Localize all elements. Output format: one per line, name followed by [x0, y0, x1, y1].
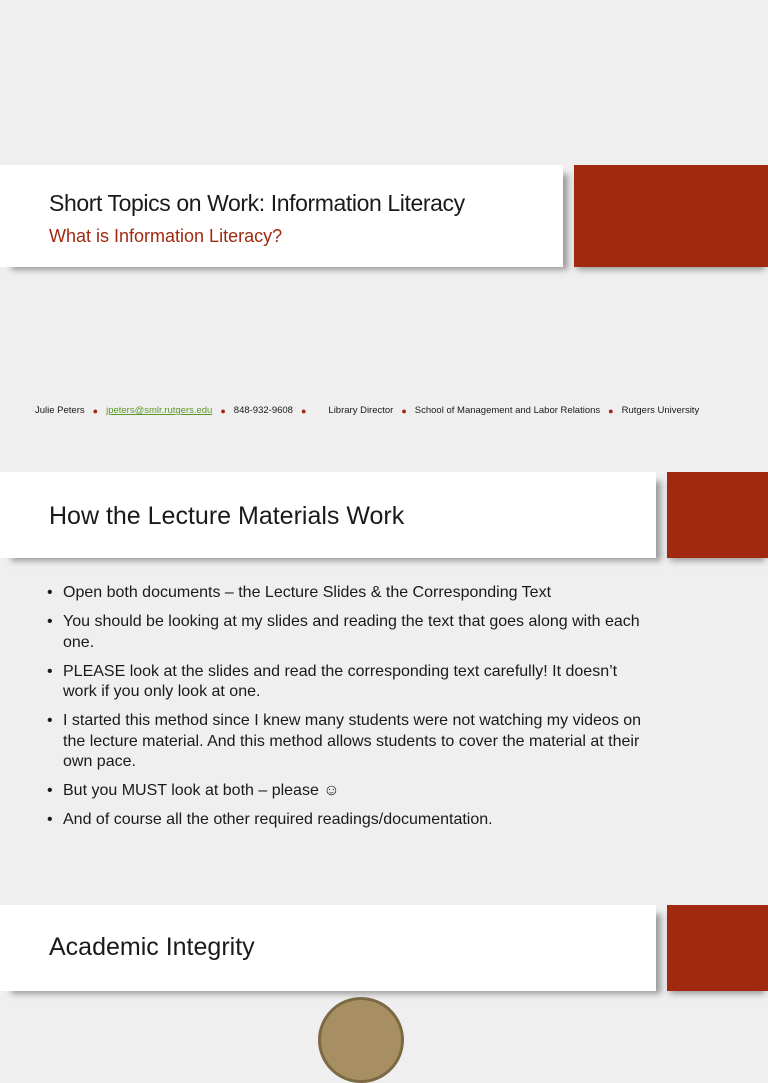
bullet-separator-icon: ● [92, 405, 99, 416]
phone-number: 848-932-9608 [233, 405, 293, 416]
bullet-separator-icon: ● [608, 405, 614, 416]
list-item: • But you MUST look at both – please ☺ [47, 781, 647, 802]
title-accent-block [574, 165, 768, 267]
bullet-separator-icon: ● [401, 405, 407, 416]
author-role: Library Director [328, 405, 394, 416]
slide-heading: Academic Integrity [49, 933, 255, 961]
list-item: • I started this method since I knew many students were not watching my videos on the lecture material. And this method allows students to cover the material at their own pace. [47, 711, 647, 773]
header-accent-block [667, 905, 768, 991]
author-footer [35, 405, 699, 416]
bullet-list [47, 583, 647, 839]
list-item: • Open both documents – the Lecture Slides & the Corresponding Text [47, 583, 647, 604]
list-item: • You should be looking at my slides and reading the text that goes along with each one. [47, 612, 647, 653]
slide-subtitle: What is Information Literacy? [49, 226, 283, 246]
university-name: Rutgers University [621, 405, 700, 416]
bullet-separator-icon: ● [220, 405, 226, 416]
bullet-separator-icon: ● [300, 405, 307, 416]
list-item: • PLEASE look at the slides and read the corresponding text carefully! It doesn’t work if you only look at one. [47, 662, 647, 703]
slide-heading: How the Lecture Materials Work [49, 502, 405, 530]
header-accent-block [667, 472, 768, 558]
email-link[interactable]: jpeters@smlr.rutgers.edu [106, 405, 213, 416]
slide-title: Short Topics on Work: Information Literacy [49, 190, 465, 216]
decorative-circle-image [318, 997, 404, 1083]
author-name: Julie Peters [35, 405, 85, 416]
list-item: • And of course all the other required readings/documentation. [47, 810, 647, 831]
school-name: School of Management and Labor Relations [414, 405, 601, 416]
